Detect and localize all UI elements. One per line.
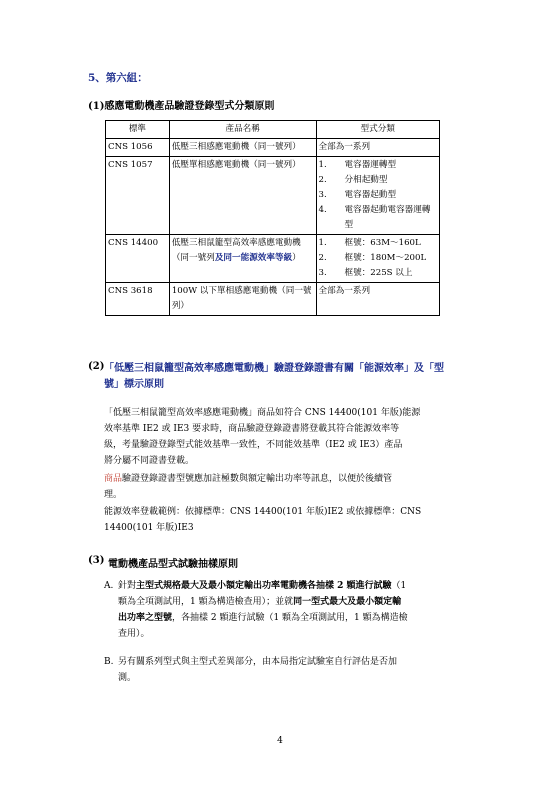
section-heading: 5、第六組： [88, 72, 148, 84]
cell-type-class: 全部為一系列 [316, 283, 440, 316]
sub2-title: 「低壓三相鼠籠型高效率感應電動機」驗證登錄證書有關「能源效率」及「型 號」標示原則 [104, 363, 444, 390]
cell-standard: CNS 1056 [106, 139, 170, 157]
bullet-a-label: A. [104, 581, 114, 591]
header-standard: 標準 [106, 121, 170, 139]
list-item: 4. 電容器起動電容器運轉型 [318, 205, 431, 230]
header-type-class: 型式分類 [316, 121, 440, 139]
list-item: 2. 分相起動型 [318, 175, 388, 185]
sub3-number: (3) [88, 555, 105, 566]
list-item: 3. 電容器起動型 [318, 190, 397, 200]
cell-standard: CNS 3618 [106, 283, 170, 316]
sub1-title: (1)感應電動機產品驗證登錄型式分類原則 [88, 101, 275, 112]
highlight-energy-efficiency: 及同一能源效率等級 [214, 253, 293, 263]
bullet-b-label: B. [104, 657, 114, 667]
table-header-row [106, 121, 440, 139]
bullet-a-text: 針對主型式規格最大及最小額定輸出功率電動機各抽樣 2 顆進行試驗（1 顆為全項測試用，1 顆為構造檢查用）；並就同一型式最大及最小額定輸 出功率之型號，各抽樣 2 顆進行試驗（1 顆為全項測試用，1 顆為構造檢 查用）。 [118, 581, 408, 639]
page-number: 4 [277, 736, 283, 746]
list-item: 3. 框號：225S 以上 [318, 268, 413, 278]
table-row [106, 283, 440, 316]
sub2-number: (2) [88, 361, 105, 372]
bullet-b-text: 另有關系列型式與主型式差異部分，由本局指定試驗室自行評估是否加 測。 [118, 657, 398, 683]
cell-product-name: 100W 以下單相感應電動機（同一號列） [169, 283, 316, 316]
sub2-paragraph-1: 「低壓三相鼠籠型高效率感應電動機」商品如符合 CNS 14400(101 年版)能源 效率基準 IE2 或 IE3 要求時，商品驗證登錄證書將登載其符合能源效率等 級，考量驗證登錄型式能效基準一致性，不同能效基準（IE2 或 IE3）產品 將分屬不同證書登載。 [104, 408, 421, 466]
list-item: 1. 框號：63M～160L [318, 238, 421, 248]
cell-type-class [316, 157, 440, 235]
highlight-product: 商品 [104, 474, 123, 484]
cell-product-name: 低壓三相感應電動機（同一號列） [169, 139, 316, 157]
cell-standard: CNS 14400 [106, 235, 170, 283]
cell-product-name: 低壓單相感應電動機（同一號列） [169, 157, 316, 235]
cell-type-class: 全部為一系列 [316, 139, 440, 157]
classification-table [105, 120, 440, 316]
header-product-name: 產品名稱 [169, 121, 316, 139]
sub2-paragraph-2: 商品驗證登錄證書型號應加註極數與額定輸出功率等訊息，以便於後續管 理。 [104, 474, 393, 500]
sub2-paragraph-3: 能源效率登載範例：依據標準：CNS 14400(101 年版)IE2 或依據標準：CNS 14400(101 年版)IE3 [104, 507, 422, 533]
table-row [106, 235, 440, 283]
list-item: 1. 電容器運轉型 [318, 160, 397, 170]
table-row [106, 139, 440, 157]
cell-standard: CNS 1057 [106, 157, 170, 235]
cell-product-name: 低壓三相鼠籠型高效率感應電動機（同一號列及同一能源效率等級） [169, 235, 316, 283]
sub3-title: 電動機產品型式試驗抽樣原則 [108, 559, 238, 570]
cell-type-class [316, 235, 440, 283]
table-row [106, 157, 440, 235]
list-item: 2. 框號：180M～200L [318, 253, 427, 263]
